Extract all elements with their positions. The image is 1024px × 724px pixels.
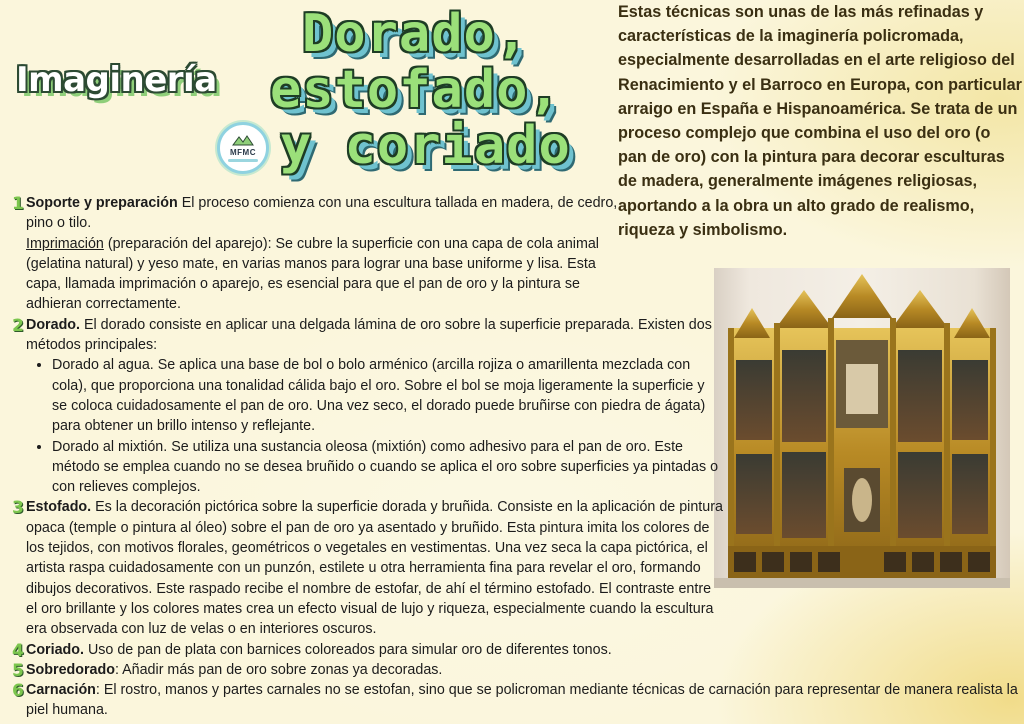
main-content <box>14 193 1020 721</box>
section-text: Uso de pan de plata con barnices coloreados para simular oro de diferentes tonos. <box>83 641 612 658</box>
section-text: El proceso comienza con una escultura tallada en madera, de cedro, pino o tilo. <box>26 195 618 232</box>
title-line-1: Dorado, <box>302 4 529 64</box>
section-number: 5 <box>12 660 24 681</box>
list-item: • Dorado al mixtión. Se utiliza una sustancia oleosa (mixtión) como adhesivo para el pan de oro. Este método se emplea cuando no se desea bruñido o cuando se aplica el oro sobre superficies ya pintadas o con relieves complejos. <box>52 437 722 498</box>
section-4 <box>14 640 1020 660</box>
section-3 <box>14 497 726 639</box>
section-title: Soporte y preparación <box>26 195 178 211</box>
subsection-title: Imprimación <box>26 235 104 252</box>
section-5 <box>14 660 1020 680</box>
badge-text: MFMC <box>230 148 256 157</box>
section-text: El dorado consiste en aplicar una delgada lámina de oro sobre la superficie preparada. Existen dos métodos principales: <box>26 316 712 354</box>
badge-mountain-icon <box>232 134 254 146</box>
section-number: 4 <box>12 640 24 661</box>
list-item: • Dorado al agua. Se aplica una base de bol o bolo arménico (arcilla rojiza o amarillenta mezclada con cola), que proporciona una tonalidad cálida bajo el oro. Sobre el bol se moja ligeramente la superficie y se coloca cuidadosamente el pan de oro. Una vez seco, el dorado puede bruñirse con piedra de ágata) para obtener un brillo intenso y reflejante. <box>52 355 722 436</box>
mfmc-badge-icon <box>217 122 269 174</box>
section-title: Estofado. <box>26 499 92 516</box>
logo-word: Imaginería <box>16 60 217 100</box>
section-number: 1 <box>12 194 24 214</box>
section-title: Carnación <box>26 682 96 699</box>
section-text: : Añadir más pan de oro sobre zonas ya decoradas. <box>114 661 443 678</box>
section-2 <box>14 315 726 356</box>
section-1 <box>14 193 626 315</box>
section-text: Es la decoración pictórica sobre la superficie dorada y bruñida. Consiste en la aplicación de pintura opaca (temple o pintura al óleo) sobre el pan de oro ya asentado y bruñido. Esta pintura imita los colores de los tejidos, con motivos florales, geométricos o vegetales en vestimentas. Una vez seca la capa pictórica, el artista raspa cuidadosamente con un punzón, estilete u otra herramienta fina para revelar el oro, formando dibujos decorativos. Este raspado recibe el nombre de estofar, de ahí el término estofado. El contraste entre el oro brillante y los colores mates crea un efecto visual de lujo y riqueza, especialmente cuando la escultura era observada con luz de velas o en interiores oscuros. <box>26 499 723 638</box>
section-title: Dorado. <box>26 316 81 333</box>
section-6 <box>14 680 1020 721</box>
subsection-text: (preparación del aparejo): Se cubre la superficie con una capa de cola animal (gelatina natural) y yeso mate, en varias manos para lograr una base uniforme y lisa. Esta capa, llamada imprimación o aparejo, es esencial para que el pan de oro y la pintura se adhieran correctamente. <box>26 235 599 313</box>
section-number: 2 <box>12 315 24 336</box>
badge-underline <box>228 159 258 162</box>
section-text: : El rostro, manos y partes carnales no se estofan, sino que se policroman mediante técnicas de carnación para representar de manera realista la piel humana. <box>26 682 1018 719</box>
section-number: 3 <box>12 498 24 519</box>
section-title: Sobredorado <box>26 661 115 678</box>
section-title: Coriado. <box>26 641 84 658</box>
title-line-3: y coriado <box>280 116 571 176</box>
methods-list <box>14 355 722 497</box>
intro-paragraph: Estas técnicas son unas de las más refinadas y características de la imaginería policromada, especialmente desarrolladas en el arte religioso del Renacimiento y el Barroco en Europa, con particular arraigo en España e Hispanoamérica. Se trata de un proceso complejo que combina el uso del oro (o pan de oro) con la pintura para decorar esculturas de madera, generalmente imágenes religiosas, aportando a la obra un alto grado de realismo, riqueza y simbolismo. <box>618 3 1022 239</box>
section-number: 6 <box>12 681 24 702</box>
title-line-2: estofado, <box>270 60 561 120</box>
